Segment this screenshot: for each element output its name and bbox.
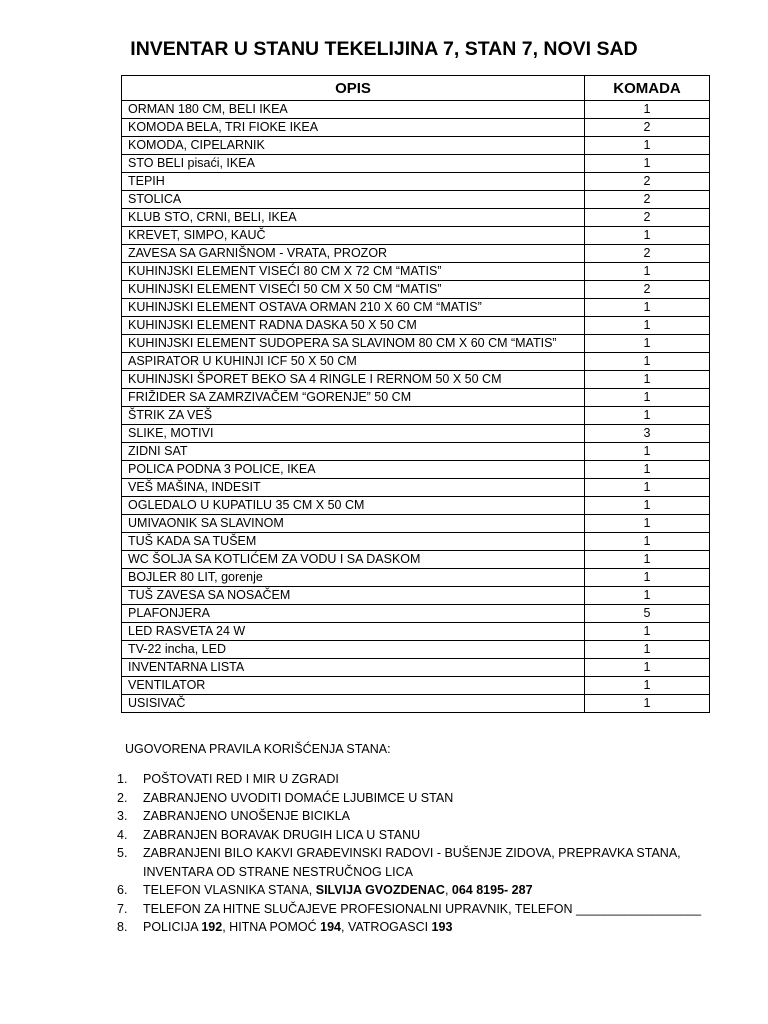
column-header-description: OPIS	[122, 76, 585, 101]
item-description: TUŠ KADA SA TUŠEM	[122, 533, 585, 551]
item-quantity: 2	[585, 119, 710, 137]
rule-text-bold: SILVIJA GVOZDENAC	[315, 883, 445, 897]
item-quantity: 1	[585, 677, 710, 695]
rule-item	[97, 770, 737, 789]
table-row	[122, 605, 710, 623]
table-row	[122, 191, 710, 209]
item-quantity: 2	[585, 191, 710, 209]
rule-text-part: ZABRANJENO UNOŠENJE BICIKLA	[143, 809, 350, 823]
item-quantity: 1	[585, 371, 710, 389]
item-quantity: 1	[585, 443, 710, 461]
item-description: OGLEDALO U KUPATILU 35 CM X 50 CM	[122, 497, 585, 515]
item-quantity: 1	[585, 389, 710, 407]
rule-text	[143, 770, 737, 789]
rule-item	[97, 826, 737, 845]
item-description: KLUB STO, CRNI, BELI, IKEA	[122, 209, 585, 227]
rules-heading: UGOVORENA PRAVILA KORIŠĆENJA STANA:	[125, 742, 391, 756]
rule-text-part: ZABRANJEN BORAVAK DRUGIH LICA U STANU	[143, 827, 421, 842]
item-description: PLAFONJERA	[122, 605, 585, 623]
table-row	[122, 209, 710, 227]
item-quantity: 1	[585, 335, 710, 353]
table-row	[122, 695, 710, 713]
item-quantity: 2	[585, 173, 710, 191]
item-quantity: 1	[585, 497, 710, 515]
table-row	[122, 569, 710, 587]
rule-number: 2.	[117, 790, 128, 805]
rule-text-part: POŠTOVATI RED I MIR U ZGRADI	[143, 772, 339, 786]
table-row	[122, 533, 710, 551]
table-row	[122, 479, 710, 497]
rule-text-part: POLICIJA	[143, 920, 202, 934]
item-quantity: 1	[585, 479, 710, 497]
table-row	[122, 137, 710, 155]
item-quantity: 1	[585, 317, 710, 335]
item-description: KUHINJSKI ELEMENT RADNA DASKA 50 X 50 CM	[122, 317, 585, 335]
item-description: TUŠ ZAVESA SA NOSAČEM	[122, 587, 585, 605]
rule-item	[97, 881, 737, 900]
item-description: SLIKE, MOTIVI	[122, 425, 585, 443]
table-row	[122, 227, 710, 245]
document-title: INVENTAR U STANU TEKELIJINA 7, STAN 7, NOVI SAD	[130, 38, 638, 60]
item-quantity: 1	[585, 569, 710, 587]
item-quantity: 1	[585, 263, 710, 281]
rule-text-part: ZABRANJENO UVODITI DOMAĆE LJUBIMCE U STAN	[143, 790, 454, 805]
table-row	[122, 407, 710, 425]
item-description: ŠTRIK ZA VEŠ	[122, 407, 585, 425]
item-description: FRIŽIDER SA ZAMRZIVAČEM “GORENJE” 50 CM	[122, 389, 585, 407]
table-row	[122, 515, 710, 533]
item-quantity: 1	[585, 587, 710, 605]
table-row	[122, 281, 710, 299]
item-description: INVENTARNA LISTA	[122, 659, 585, 677]
rule-text-part: ,	[444, 883, 452, 897]
table-row	[122, 263, 710, 281]
item-description: TV-22 incha, LED	[122, 641, 585, 659]
rule-number: 3.	[117, 809, 128, 823]
item-description: LED RASVETA 24 W	[122, 623, 585, 641]
table-row	[122, 677, 710, 695]
item-description: ZIDNI SAT	[122, 443, 585, 461]
table-row	[122, 461, 710, 479]
table-row	[122, 371, 710, 389]
item-quantity: 1	[585, 155, 710, 173]
item-description: VEŠ MAŠINA, INDESIT	[122, 479, 585, 497]
item-description: KUHINJSKI ELEMENT VISEĆI 50 CM X 50 CM “MATIS”	[122, 281, 585, 299]
table-row	[122, 335, 710, 353]
rule-text-part: , VATROGASCI	[341, 920, 432, 934]
item-description: KOMODA, CIPELARNIK	[122, 137, 585, 155]
item-description: UMIVAONIK SA SLAVINOM	[122, 515, 585, 533]
item-description: VENTILATOR	[122, 677, 585, 695]
rule-text	[143, 900, 737, 919]
rule-text-bold: 192	[201, 920, 223, 934]
item-description: KUHINJSKI ELEMENT VISEĆI 80 CM X 72 CM “MATIS”	[122, 263, 585, 281]
column-header-quantity: KOMADA	[585, 76, 710, 101]
item-description: USISIVAČ	[122, 695, 585, 713]
rules-list	[97, 770, 737, 937]
item-quantity: 2	[585, 209, 710, 227]
table-row	[122, 317, 710, 335]
item-quantity: 1	[585, 461, 710, 479]
rule-text-part: , HITNA POMOĆ	[222, 920, 321, 934]
item-description: WC ŠOLJA SA KOTLIĆEM ZA VODU I SA DASKOM	[122, 551, 585, 569]
inventory-table	[121, 75, 710, 713]
item-description: KUHINJSKI ŠPORET BEKO SA 4 RINGLE I RERNOM 50 X 50 CM	[122, 371, 585, 389]
item-quantity: 1	[585, 101, 710, 119]
rule-number: 7.	[117, 901, 128, 916]
table-row	[122, 641, 710, 659]
rule-number: 1.	[117, 772, 128, 786]
rule-item	[97, 789, 737, 808]
rule-text-bold: 193	[431, 920, 453, 934]
table-row	[122, 587, 710, 605]
item-description: KUHINJSKI ELEMENT SUDOPERA SA SLAVINOM 80 CM X 60 CM “MATIS”	[122, 335, 585, 353]
item-quantity: 5	[585, 605, 710, 623]
inventory-table-body	[122, 101, 710, 713]
table-row	[122, 101, 710, 119]
rule-text-part: ZABRANJENI BILO KAKVI GRAĐEVINSKI RADOVI - BUŠENJE ZIDOVA, PREPRAVKA STANA, INVENTARA OD STRANE NESTRUČNOG LICA	[143, 846, 681, 879]
item-quantity: 3	[585, 425, 710, 443]
rule-text	[143, 918, 737, 937]
table-row	[122, 299, 710, 317]
item-description: STO BELI pisaći, IKEA	[122, 155, 585, 173]
rule-number: 8.	[117, 920, 128, 934]
item-quantity: 1	[585, 353, 710, 371]
item-description: TEPIH	[122, 173, 585, 191]
item-quantity: 1	[585, 641, 710, 659]
rule-item	[97, 900, 737, 919]
item-quantity: 1	[585, 137, 710, 155]
item-quantity: 1	[585, 551, 710, 569]
rule-text	[143, 807, 737, 826]
item-description: STOLICA	[122, 191, 585, 209]
table-row	[122, 551, 710, 569]
rule-text	[143, 826, 737, 845]
item-description: ASPIRATOR U KUHINJI ICF 50 X 50 CM	[122, 353, 585, 371]
table-row	[122, 155, 710, 173]
rule-text	[143, 881, 737, 900]
item-description: POLICA PODNA 3 POLICE, IKEA	[122, 461, 585, 479]
table-row	[122, 443, 710, 461]
rule-item	[97, 844, 737, 881]
rule-number: 4.	[117, 827, 128, 842]
item-quantity: 1	[585, 515, 710, 533]
table-row	[122, 659, 710, 677]
table-row	[122, 353, 710, 371]
rule-item	[97, 918, 737, 937]
item-quantity: 1	[585, 695, 710, 713]
rule-number: 6.	[117, 883, 128, 897]
table-row	[122, 623, 710, 641]
rule-text	[143, 844, 737, 881]
item-description: ORMAN 180 CM, BELI IKEA	[122, 101, 585, 119]
rule-text-part: TELEFON VLASNIKA STANA,	[143, 883, 316, 897]
rule-number: 5.	[117, 846, 128, 860]
table-row	[122, 173, 710, 191]
item-description: BOJLER 80 LIT, gorenje	[122, 569, 585, 587]
rule-text-bold: 064 8195- 287	[451, 883, 533, 897]
rule-text-bold: 194	[320, 920, 342, 934]
table-row	[122, 245, 710, 263]
item-description: ZAVESA SA GARNIŠNOM - VRATA, PROZOR	[122, 245, 585, 263]
item-description: KOMODA BELA, TRI FIOKE IKEA	[122, 119, 585, 137]
table-row	[122, 425, 710, 443]
item-quantity: 2	[585, 281, 710, 299]
item-quantity: 2	[585, 245, 710, 263]
rule-item	[97, 807, 737, 826]
item-quantity: 1	[585, 623, 710, 641]
table-row	[122, 497, 710, 515]
rule-text	[143, 789, 737, 808]
item-description: KUHINJSKI ELEMENT OSTAVA ORMAN 210 X 60 CM “MATIS”	[122, 299, 585, 317]
table-row	[122, 389, 710, 407]
table-header-row	[122, 76, 710, 101]
table-row	[122, 119, 710, 137]
item-quantity: 1	[585, 659, 710, 677]
item-quantity: 1	[585, 299, 710, 317]
rule-text-part: TELEFON ZA HITNE SLUČAJEVE PROFESIONALNI UPRAVNIK, TELEFON __________________	[143, 901, 702, 916]
item-quantity: 1	[585, 227, 710, 245]
item-quantity: 1	[585, 407, 710, 425]
item-description: KREVET, SIMPO, KAUČ	[122, 227, 585, 245]
item-quantity: 1	[585, 533, 710, 551]
